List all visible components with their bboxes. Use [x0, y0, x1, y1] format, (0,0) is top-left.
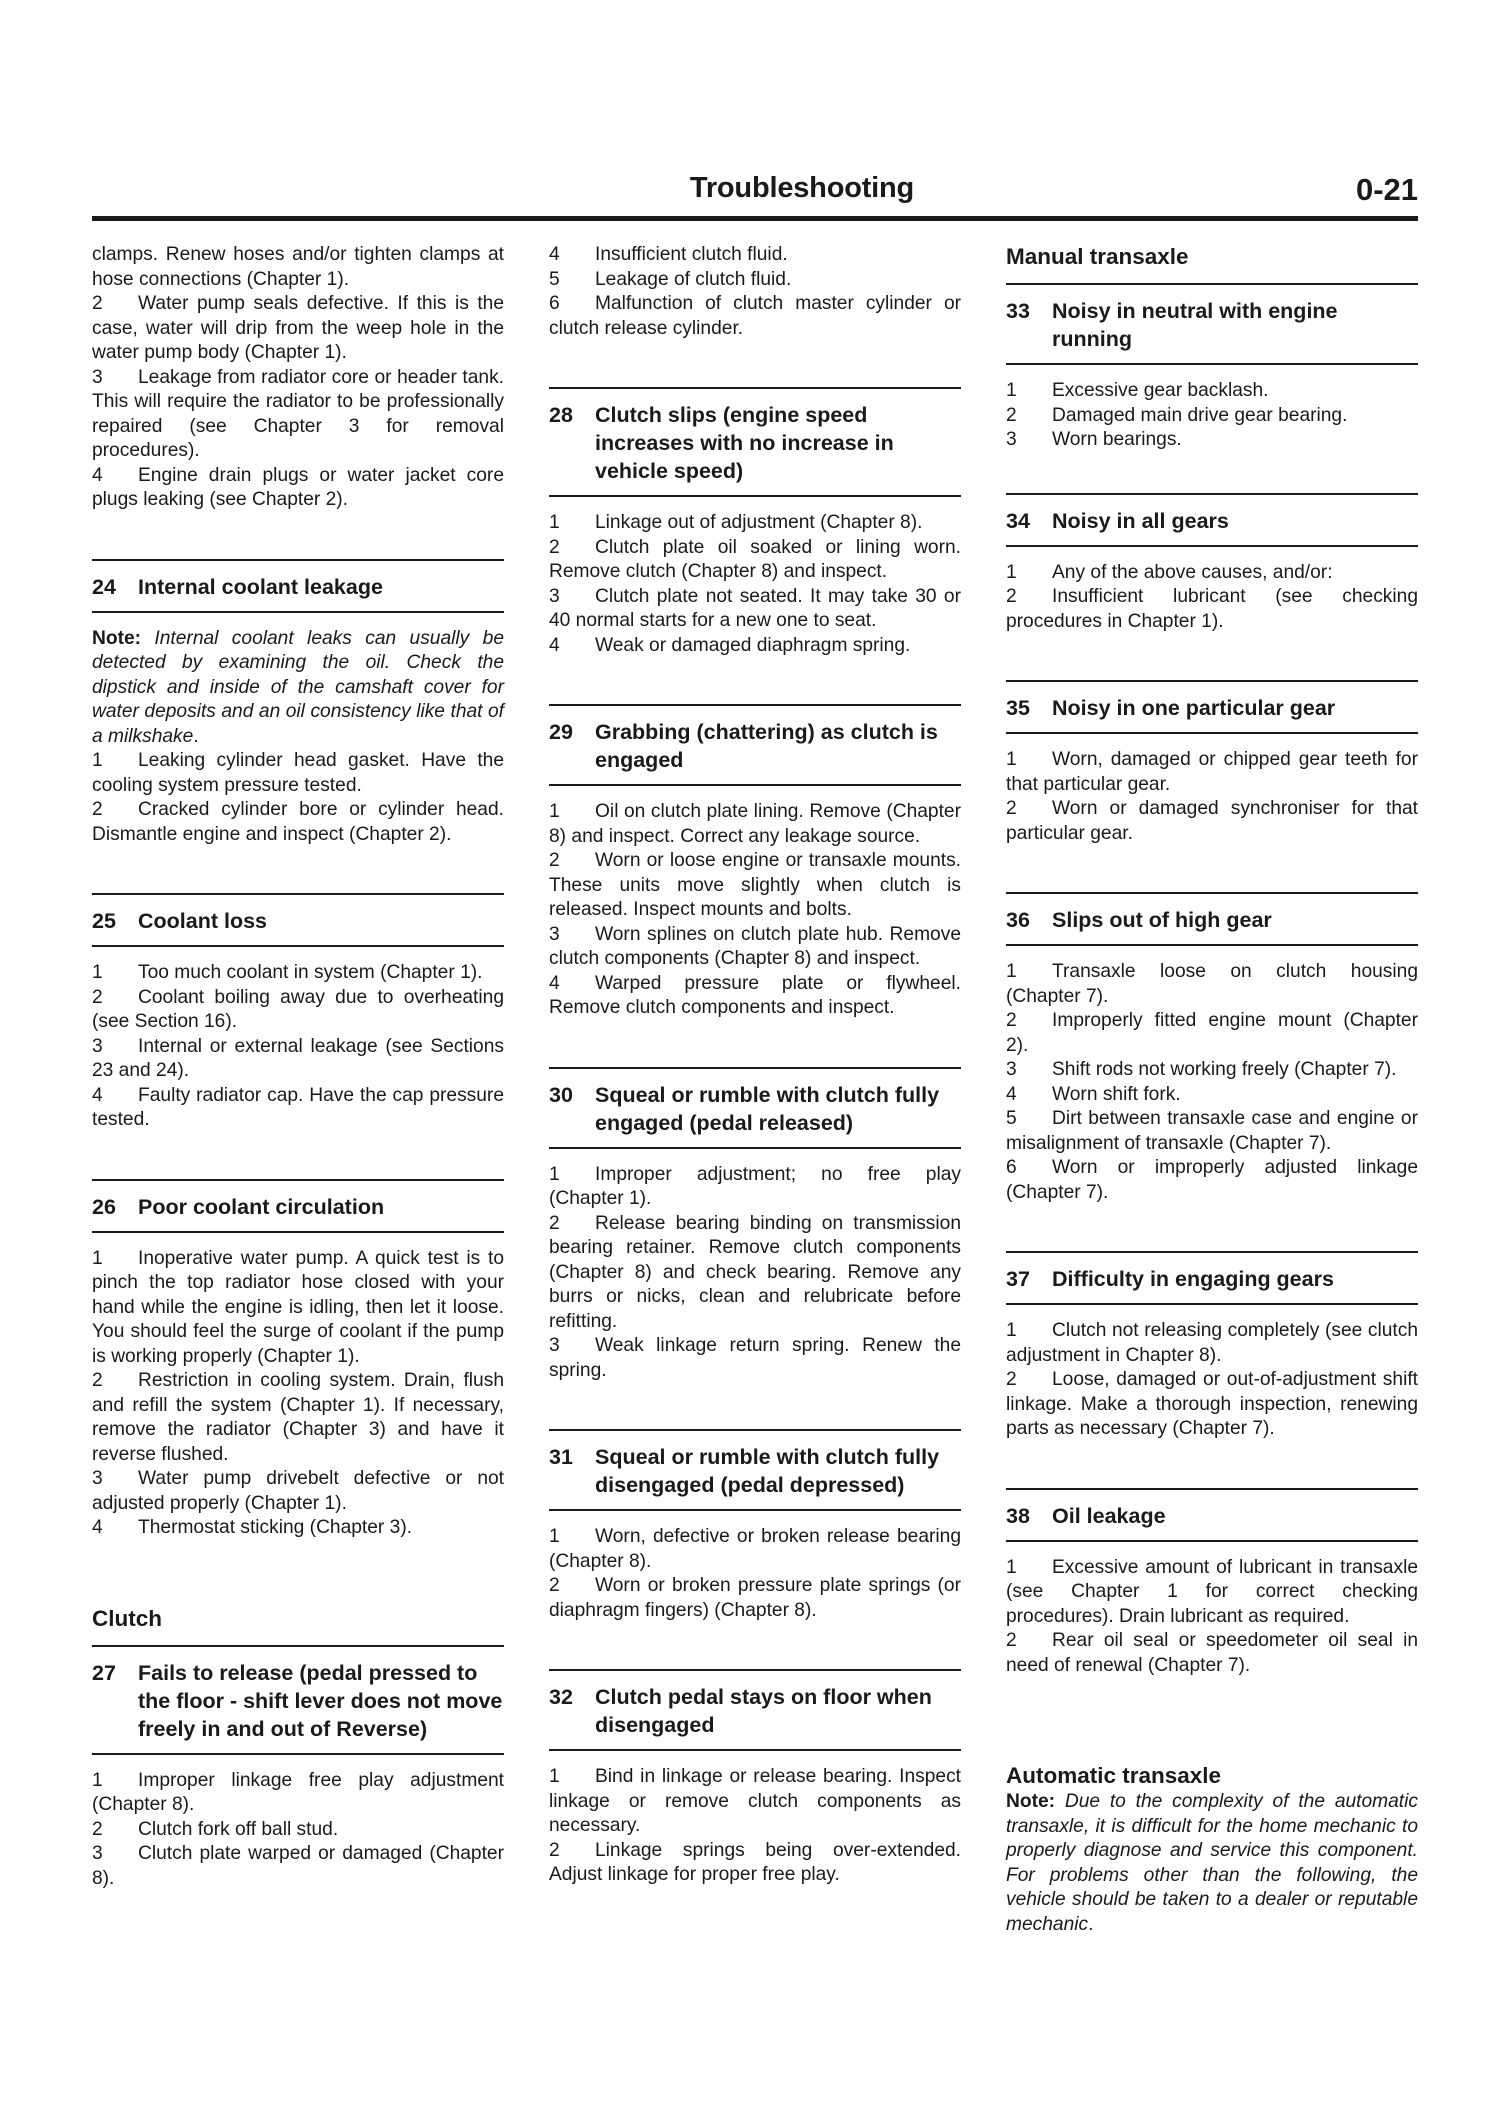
list-item: 2 Worn or broken pressure plate springs (or diaphragm fingers) (Chapter 8). — [549, 1575, 961, 1621]
list-item: 2 Improperly fitted engine mount (Chapter 2). — [1006, 1010, 1418, 1056]
list-item: 3 Worn bearings. — [1006, 429, 1182, 450]
section-heading-25: 25 Coolant loss — [92, 893, 504, 947]
section-heading-31: 31 Squeal or rumble with clutch fully disengaged (pedal depressed) — [549, 1429, 961, 1511]
list-item: 1 Excessive amount of lubricant in transaxle (see Chapter 1 for correct checking procedures). Drain lubricant as required. — [1006, 1556, 1418, 1627]
list-item: 4 Insufficient clutch fluid. — [549, 244, 788, 265]
list-item: 2 Rear oil seal or speedometer oil seal in need of renewal (Chapter 7). — [1006, 1630, 1418, 1676]
list-item: 2 Clutch plate oil soaked or lining worn. Remove clutch (Chapter 8) and inspect. — [549, 536, 961, 582]
list-item: 2 Coolant boiling away due to overheating (see Section 16). — [92, 986, 504, 1032]
section-heading-36: 36 Slips out of high gear — [1006, 892, 1418, 946]
list-item: 2 Cracked cylinder bore or cylinder head. Dismantle engine and inspect (Chapter 2). — [92, 799, 504, 845]
list-item: 1 Too much coolant in system (Chapter 1). — [92, 962, 483, 983]
continued-paragraph: clamps. Renew hoses and/or tighten clamps at hose connections (Chapter 1). — [92, 244, 504, 290]
list-item: 2 Water pump seals defective. If this is the case, water will drip from the weep hole in the water pump body (Chapter 1). — [92, 293, 504, 363]
list-item: 1 Transaxle loose on clutch housing (Chapter 7). — [1006, 961, 1418, 1007]
list-item: 1 Improper linkage free play adjustment (Chapter 8). — [92, 1769, 504, 1815]
column-2 — [549, 243, 961, 1888]
list-item: 3 Weak linkage return spring. Renew the spring. — [549, 1335, 961, 1381]
list-item: 1 Linkage out of adjustment (Chapter 8). — [549, 512, 923, 533]
list-item: 1 Worn, defective or broken release bearing (Chapter 8). — [549, 1526, 961, 1572]
list-item: 1 Improper adjustment; no free play (Chapter 1). — [549, 1163, 961, 1209]
list-item: 2 Damaged main drive gear bearing. — [1006, 404, 1348, 426]
list-item: 4 Faulty radiator cap. Have the cap pressure tested. — [92, 1084, 504, 1130]
section-heading-29: 29 Grabbing (chattering) as clutch is engaged — [549, 704, 961, 786]
list-item: 1 Oil on clutch plate lining. Remove (Chapter 8) and inspect. Correct any leakage source. — [549, 801, 961, 847]
section-heading-33: 33 Noisy in neutral with engine running — [1006, 283, 1418, 365]
list-item: 3 Water pump drivebelt defective or not adjusted properly (Chapter 1). — [92, 1468, 504, 1514]
group-heading-automatic-transaxle: Automatic transaxle — [1006, 1763, 1222, 1788]
column-1 — [92, 243, 504, 1891]
section-heading-38: 38 Oil leakage — [1006, 1488, 1418, 1542]
list-item: 3 Worn splines on clutch plate hub. Remove clutch components (Chapter 8) and inspect. — [549, 923, 961, 969]
group-heading-clutch: Clutch — [92, 1605, 162, 1631]
section-heading-26: 26 Poor coolant circulation — [92, 1179, 504, 1233]
list-item: 4 Warped pressure plate or flywheel. Remove clutch components and inspect. — [549, 972, 961, 1018]
page-number: 0-21 — [1355, 172, 1418, 207]
list-item: 1 Inoperative water pump. A quick test is to pinch the top radiator hose closed with your hand while the engine is idling, then let it loose. You should feel the surge of coolant if the pump is working properly (Chapter 1). — [92, 1247, 504, 1367]
section-heading-30: 30 Squeal or rumble with clutch fully engaged (pedal released) — [549, 1067, 961, 1149]
list-item: 4 Engine drain plugs or water jacket core plugs leaking (see Chapter 2). — [92, 464, 504, 510]
section-heading-24: 24 Internal coolant leakage — [92, 559, 504, 613]
list-item: 5 Dirt between transaxle case and engine or misalignment of transaxle (Chapter 7). — [1006, 1108, 1418, 1154]
section-heading-32: 32 Clutch pedal stays on floor when disengaged — [549, 1669, 961, 1751]
section-heading-37: 37 Difficulty in engaging gears — [1006, 1251, 1418, 1305]
page-header — [92, 172, 1418, 222]
list-item: 6 Worn or improperly adjusted linkage (Chapter 7). — [1006, 1157, 1418, 1203]
group-heading-manual-transaxle: Manual transaxle — [1006, 244, 1189, 269]
list-item: 3 Internal or external leakage (see Sections 23 and 24). — [92, 1035, 504, 1081]
list-item: 2 Restriction in cooling system. Drain, flush and refill the system (Chapter 1). If necessary, remove the radiator (Chapter 3) and have it reverse flushed. — [92, 1370, 504, 1465]
section-heading-27: 27 Fails to release (pedal pressed to the floor - shift lever does not move freely in and out of Reverse) — [92, 1645, 504, 1755]
list-item: 1 Excessive gear backlash. — [1006, 380, 1269, 401]
list-item: 1 Any of the above causes, and/or: — [1006, 561, 1333, 583]
note: Note: Due to the complexity of the automatic transaxle, it is difficult for the home mechanic to properly diagnose and service this component. For problems other than the following, the vehicle should be taken to a dealer or reputable mechanic. — [1006, 1791, 1418, 1935]
list-item: 4 Worn shift fork. — [1006, 1083, 1181, 1105]
list-item: 2 Worn or loose engine or transaxle mounts. These units move slightly when clutch is released. Inspect mounts and bolts. — [549, 850, 961, 920]
header-rule — [92, 216, 1418, 221]
list-item: 2 Release bearing binding on transmission bearing retainer. Remove clutch components (Chapter 8) and check bearing. Remove any burrs or nicks, clean and relubricate before refitting. — [549, 1212, 961, 1332]
list-item: 4 Thermostat sticking (Chapter 3). — [92, 1517, 413, 1538]
section-heading-28: 28 Clutch slips (engine speed increases with no increase in vehicle speed) — [549, 387, 961, 497]
list-item: 2 Worn or damaged synchroniser for that particular gear. — [1006, 798, 1418, 844]
list-item: 1 Worn, damaged or chipped gear teeth for that particular gear. — [1006, 749, 1418, 795]
list-item: 1 Leaking cylinder head gasket. Have the cooling system pressure tested. — [92, 750, 504, 796]
list-item: 2 Clutch fork off ball stud. — [92, 1818, 339, 1840]
list-item: 3 Shift rods not working freely (Chapter 7). — [1006, 1059, 1397, 1080]
list-item: 4 Weak or damaged diaphragm spring. — [549, 634, 911, 656]
list-item: 3 Clutch plate warped or damaged (Chapter 8). — [92, 1843, 504, 1889]
section-heading-34: 34 Noisy in all gears — [1006, 493, 1418, 547]
note: Note: Internal coolant leaks can usually be detected by examining the oil. Check the dipstick and inside of the camshaft cover for water deposits and an oil consistency like that of a milkshake. — [92, 627, 504, 747]
list-item: 2 Loose, damaged or out-of-adjustment shift linkage. Make a thorough inspection, renewing parts as necessary (Chapter 7). — [1006, 1369, 1418, 1439]
list-item: 6 Malfunction of clutch master cylinder or clutch release cylinder. — [549, 293, 961, 339]
list-item: 2 Insufficient lubricant (see checking procedures in Chapter 1). — [1006, 586, 1418, 632]
list-item: 1 Clutch not releasing completely (see clutch adjustment in Chapter 8). — [1006, 1320, 1418, 1366]
list-item: 5 Leakage of clutch fluid. — [549, 268, 792, 290]
list-item: 3 Leakage from radiator core or header tank. This will require the radiator to be professionally repaired (see Chapter 3 for removal procedures). — [92, 366, 504, 461]
list-item: 2 Linkage springs being over-extended. Adjust linkage for proper free play. — [549, 1839, 961, 1885]
list-item: 3 Clutch plate not seated. It may take 30 or 40 normal starts for a new one to seat. — [549, 585, 961, 631]
page-title: Troubleshooting — [689, 172, 915, 204]
list-item: 1 Bind in linkage or release bearing. Inspect linkage or remove clutch components as necessary. — [549, 1766, 961, 1836]
column-3 — [1006, 243, 1418, 1937]
section-heading-35: 35 Noisy in one particular gear — [1006, 680, 1418, 734]
